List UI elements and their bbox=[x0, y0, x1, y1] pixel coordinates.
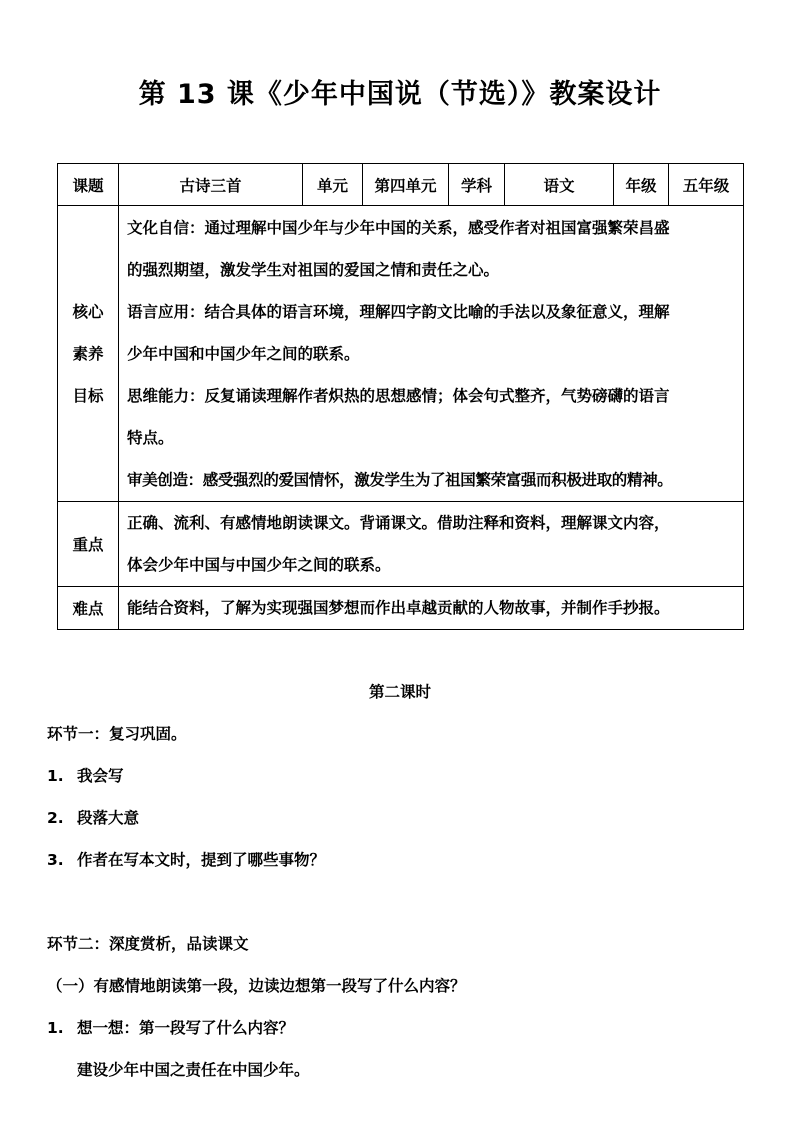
list-text: 段落大意 bbox=[77, 809, 140, 827]
list-text: 我会写 bbox=[77, 767, 124, 785]
core-goals-line: 特点。 bbox=[127, 428, 174, 447]
section-title: 第二课时 bbox=[368, 683, 431, 701]
core-goals-line: 少年中国和中国少年之间的联系。 bbox=[127, 344, 360, 363]
unit-label: 单元 bbox=[303, 164, 363, 206]
list-item bbox=[47, 848, 325, 870]
difficulties-row bbox=[58, 587, 744, 630]
list-number: 3. bbox=[47, 851, 64, 869]
key-points-row bbox=[58, 502, 744, 587]
list-item bbox=[47, 806, 139, 828]
core-goals-label-line: 核心 bbox=[72, 302, 104, 321]
info-row bbox=[58, 164, 744, 206]
core-goals-line: 语言应用：结合具体的语言环境，理解四字韵文比喻的手法以及象征意义，理解 bbox=[127, 302, 670, 321]
list-text: 想一想：第一段写了什么内容？ bbox=[77, 1019, 295, 1037]
key-points-line: 正确、流利、有感情地朗读课文。背诵课文。借助注释和资料，理解课文内容， bbox=[127, 514, 670, 532]
list-number: 1. bbox=[47, 767, 64, 785]
grade-label: 年级 bbox=[614, 164, 669, 206]
subject-label: 学科 bbox=[449, 164, 505, 206]
step2-heading: 环节二：深度赏析，品读课文 bbox=[47, 935, 249, 953]
lesson-plan-table bbox=[57, 163, 744, 630]
list-number: 2. bbox=[47, 809, 64, 827]
list-item bbox=[47, 1016, 294, 1038]
lesson-value: 古诗三首 bbox=[119, 164, 303, 206]
difficulties-content bbox=[119, 587, 744, 630]
key-points-content bbox=[119, 502, 744, 587]
difficulties-label: 难点 bbox=[58, 587, 119, 630]
step2-subheading: （一）有感情地朗读第一段，边读边想第一段写了什么内容？ bbox=[47, 977, 466, 995]
core-goals-label-line: 素养 bbox=[72, 344, 104, 363]
step1-heading: 环节一：复习巩固。 bbox=[47, 725, 187, 743]
core-goals-line: 文化自信：通过理解中国少年与少年中国的关系，感受作者对祖国富强繁荣昌盛 bbox=[127, 218, 670, 237]
answer-text: 建设少年中国之责任在中国少年。 bbox=[77, 1061, 310, 1079]
list-number: 1. bbox=[47, 1019, 64, 1037]
list-item bbox=[47, 764, 124, 786]
page-title: 第 13 课《少年中国说（节选）》教案设计 bbox=[138, 79, 662, 110]
core-goals-line: 的强烈期望，激发学生对祖国的爱国之情和责任之心。 bbox=[127, 260, 500, 279]
key-points-line: 体会少年中国与中国少年之间的联系。 bbox=[127, 556, 391, 574]
subject-value: 语文 bbox=[505, 164, 614, 206]
difficulties-text: 能结合资料，了解为实现强国梦想而作出卓越贡献的人物故事，并制作手抄报。 bbox=[127, 599, 670, 617]
core-goals-row bbox=[58, 206, 744, 502]
list-text: 作者在写本文时，提到了哪些事物？ bbox=[77, 851, 326, 869]
core-goals-label bbox=[58, 206, 119, 502]
key-points-label: 重点 bbox=[58, 502, 119, 587]
core-goals-line: 思维能力：反复诵读理解作者炽热的思想感情；体会句式整齐，气势磅礴的语言 bbox=[127, 386, 670, 405]
lesson-label: 课题 bbox=[58, 164, 119, 206]
unit-value: 第四单元 bbox=[363, 164, 449, 206]
core-goals-line: 审美创造：感受强烈的爱国情怀，激发学生为了祖国繁荣富强而积极进取的精神。 bbox=[127, 470, 673, 489]
core-goals-content bbox=[119, 206, 744, 502]
grade-value: 五年级 bbox=[669, 164, 744, 206]
core-goals-label-line: 目标 bbox=[72, 386, 104, 405]
